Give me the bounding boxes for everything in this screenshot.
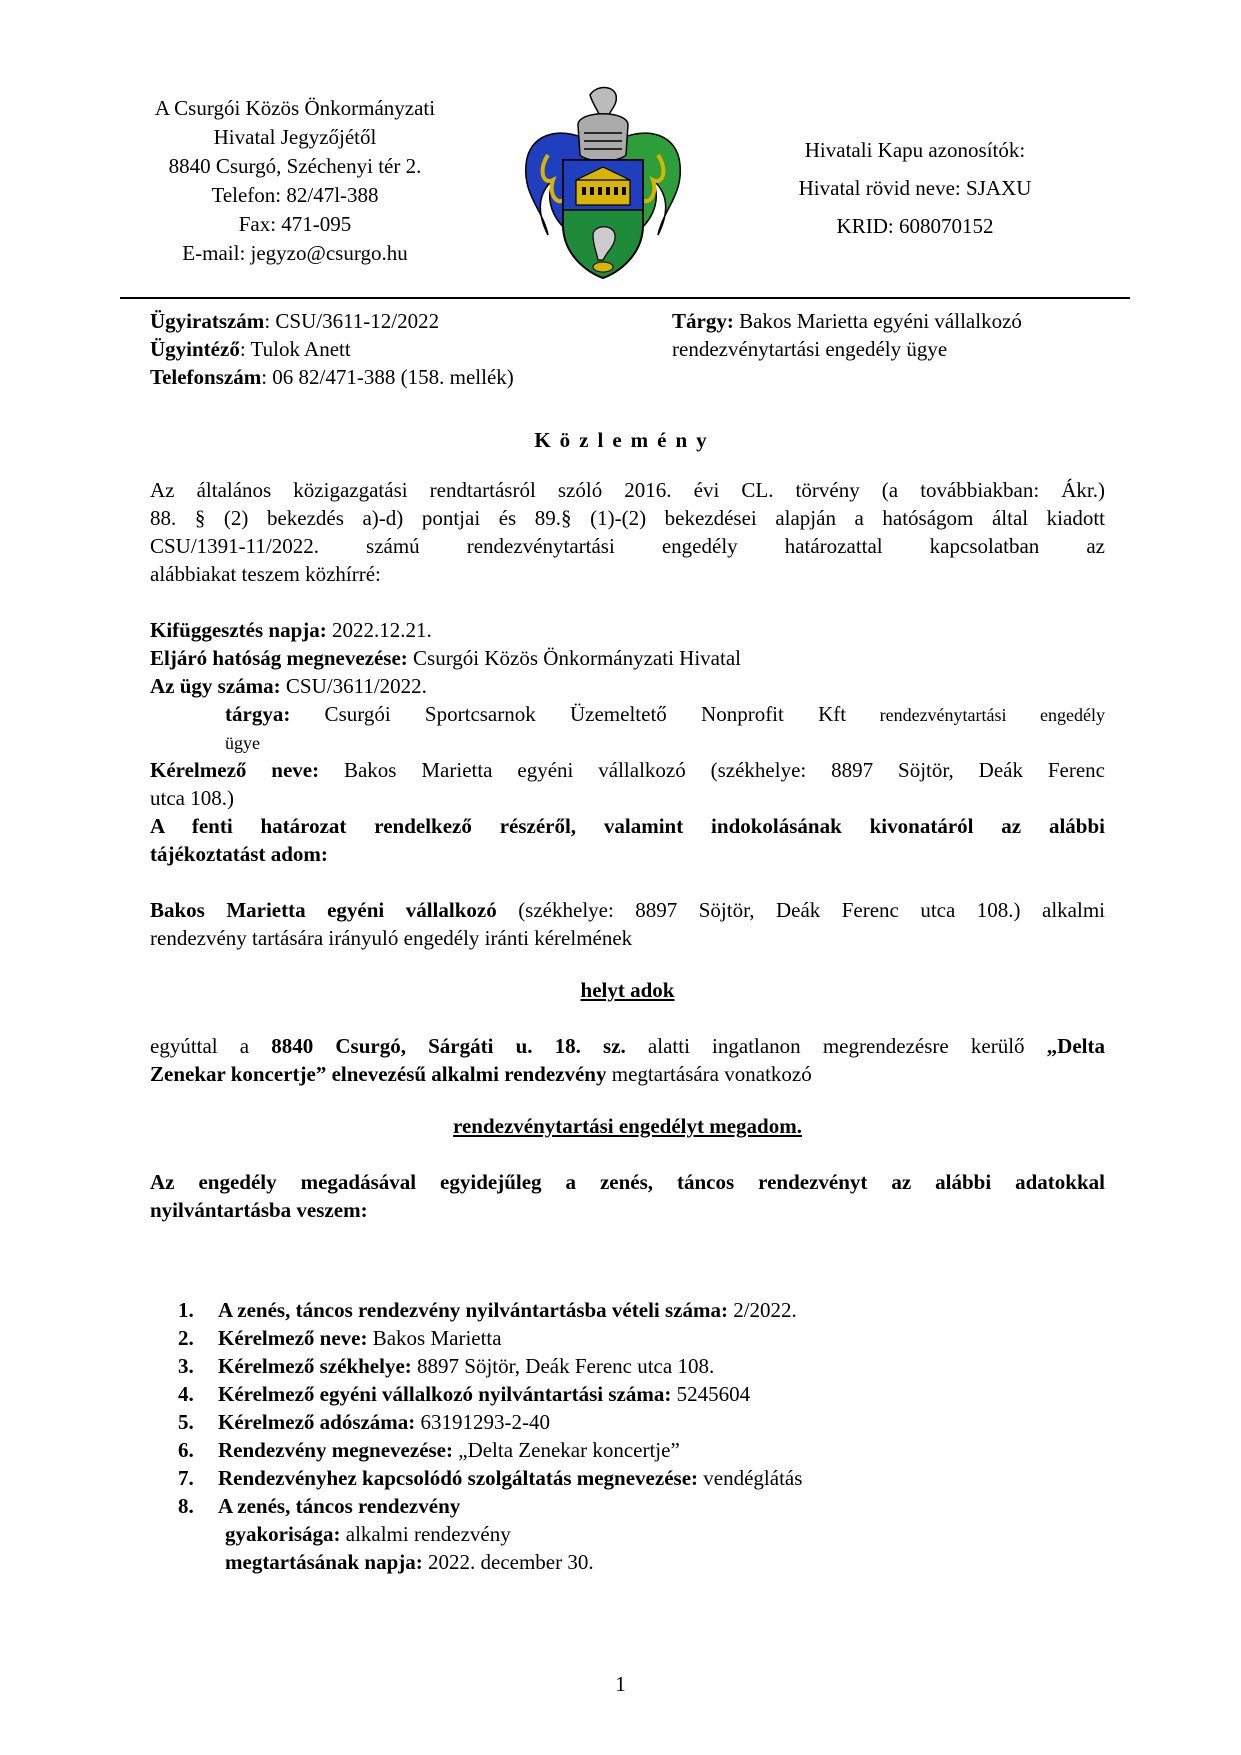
subject-line: Tárgy: Bakos Marietta egyéni vállalkozó	[672, 309, 1022, 333]
list-item: 1. A zenés, táncos rendezvény nyilvántartásba vételi száma: 2/2022.	[178, 1298, 797, 1322]
issuer-line: Fax: 471-095	[238, 212, 352, 236]
case-meta	[150, 307, 670, 391]
subject-line-2: rendezvénytartási engedély ügye	[672, 337, 948, 361]
case-number-line: Ügyiratszám: CSU/3611-12/2022	[150, 309, 440, 333]
authority: Eljáró hatóság megnevezése: Csurgói Közös Önkormányzati Hivatal	[150, 646, 741, 670]
venue-paragraph: egyúttal a 8840 Csurgó, Sárgáti u. 18. sz. alatti ingatlanon megrendezésre kerülő „Delta Zenekar koncertje” elnevezésű alkalmi rendezvény megtartására vonatkozó	[150, 1034, 1105, 1086]
gateway-title: Hivatali Kapu azonosítók:	[804, 138, 1026, 162]
posting-date: Kifüggesztés napja: 2022.12.21.	[150, 618, 432, 642]
officer-line: Ügyintéző: Tulok Anett	[150, 337, 351, 361]
issuer-line: 8840 Csurgó, Széchenyi tér 2.	[168, 154, 422, 178]
applicant: Kérelmező neve: Bakos Marietta egyéni vállalkozó (székhelye: 8897 Söjtör, Deák Ferenc utca 108.)	[150, 758, 1105, 810]
decision-paragraph: Bakos Marietta egyéni vállalkozó (székhelye: 8897 Söjtör, Deák Ferenc utca 108.) alkalmi rendezvény tartására irányuló engedély iránti kérelmének	[150, 898, 1105, 950]
header-divider	[120, 297, 1130, 299]
issuer-line: Hivatal Jegyzőjétől	[213, 125, 377, 149]
subject-meta	[672, 307, 1112, 363]
info-statement: A fenti határozat rendelkező részéről, valamint indokolásának kivonatáról az alábbi tájékoztatást adom:	[150, 814, 1105, 866]
intro-paragraph: Az általános közigazgatási rendtartásról szóló 2016. évi CL. törvény (a továbbiakban: Ákr.) 88. § (2) bekezdés a)-d) pontjai és 89.§ (1)-(2) bekezdései alapján a hatóságom által kiadott CSU/1391-11/2022. számú rendezvénytartási engedély határozattal kapcsolatban az alábbiakat teszem közhírré:	[150, 478, 1105, 586]
page-number: 1	[615, 1672, 626, 1696]
permit-heading: rendezvénytartási engedélyt megadom.	[453, 1114, 802, 1138]
gateway-ids	[755, 131, 1075, 245]
issuer-line: Telefon: 82/47l-388	[211, 183, 379, 207]
list-item: 4. Kérelmező egyéni vállalkozó nyilvántartási száma: 5245604	[178, 1382, 751, 1406]
document-title: Közlemény	[534, 428, 716, 452]
coat-of-arms-icon	[518, 85, 688, 280]
event-frequency: gyakorisága: alkalmi rendezvény	[225, 1522, 511, 1546]
granted-heading: helyt adok	[580, 978, 675, 1002]
registration-list	[150, 1296, 1105, 1520]
gateway-krid: KRID: 608070152	[836, 214, 994, 238]
list-item: 2. Kérelmező neve: Bakos Marietta	[178, 1326, 502, 1350]
gateway-short-name: Hivatal rövid neve: SJAXU	[798, 176, 1032, 200]
phone-line: Telefonszám: 06 82/471-388 (158. mellék)	[150, 365, 514, 389]
registration-statement: Az engedély megadásával egyidejűleg a zenés, táncos rendezvényt az alábbi adatokkal nyilvántartásba veszem:	[150, 1170, 1105, 1222]
event-date: megtartásának napja: 2022. december 30.	[225, 1550, 594, 1574]
event-subdetails	[150, 1520, 1105, 1576]
case-topic: tárgya: Csurgói Sportcsarnok Üzemeltető Nonprofit Kft rendezvénytartási engedély ügye	[225, 702, 1105, 753]
issuer-line: A Csurgói Közös Önkormányzati	[154, 96, 436, 120]
list-item: 7. Rendezvényhez kapcsolódó szolgáltatás megnevezése: vendéglátás	[178, 1466, 803, 1490]
list-item: 3. Kérelmező székhelye: 8897 Söjtör, Deák Ferenc utca 108.	[178, 1354, 715, 1378]
case-number: Az ügy száma: CSU/3611/2022.	[150, 674, 427, 698]
list-item: 8. A zenés, táncos rendezvény	[178, 1494, 461, 1518]
list-item: 6. Rendezvény megnevezése: „Delta Zenekar koncertje”	[178, 1438, 680, 1462]
issuer-block	[120, 94, 470, 268]
issuer-line: E-mail: jegyzo@csurgo.hu	[182, 241, 408, 265]
list-item: 5. Kérelmező adószáma: 63191293-2-40	[178, 1410, 551, 1434]
